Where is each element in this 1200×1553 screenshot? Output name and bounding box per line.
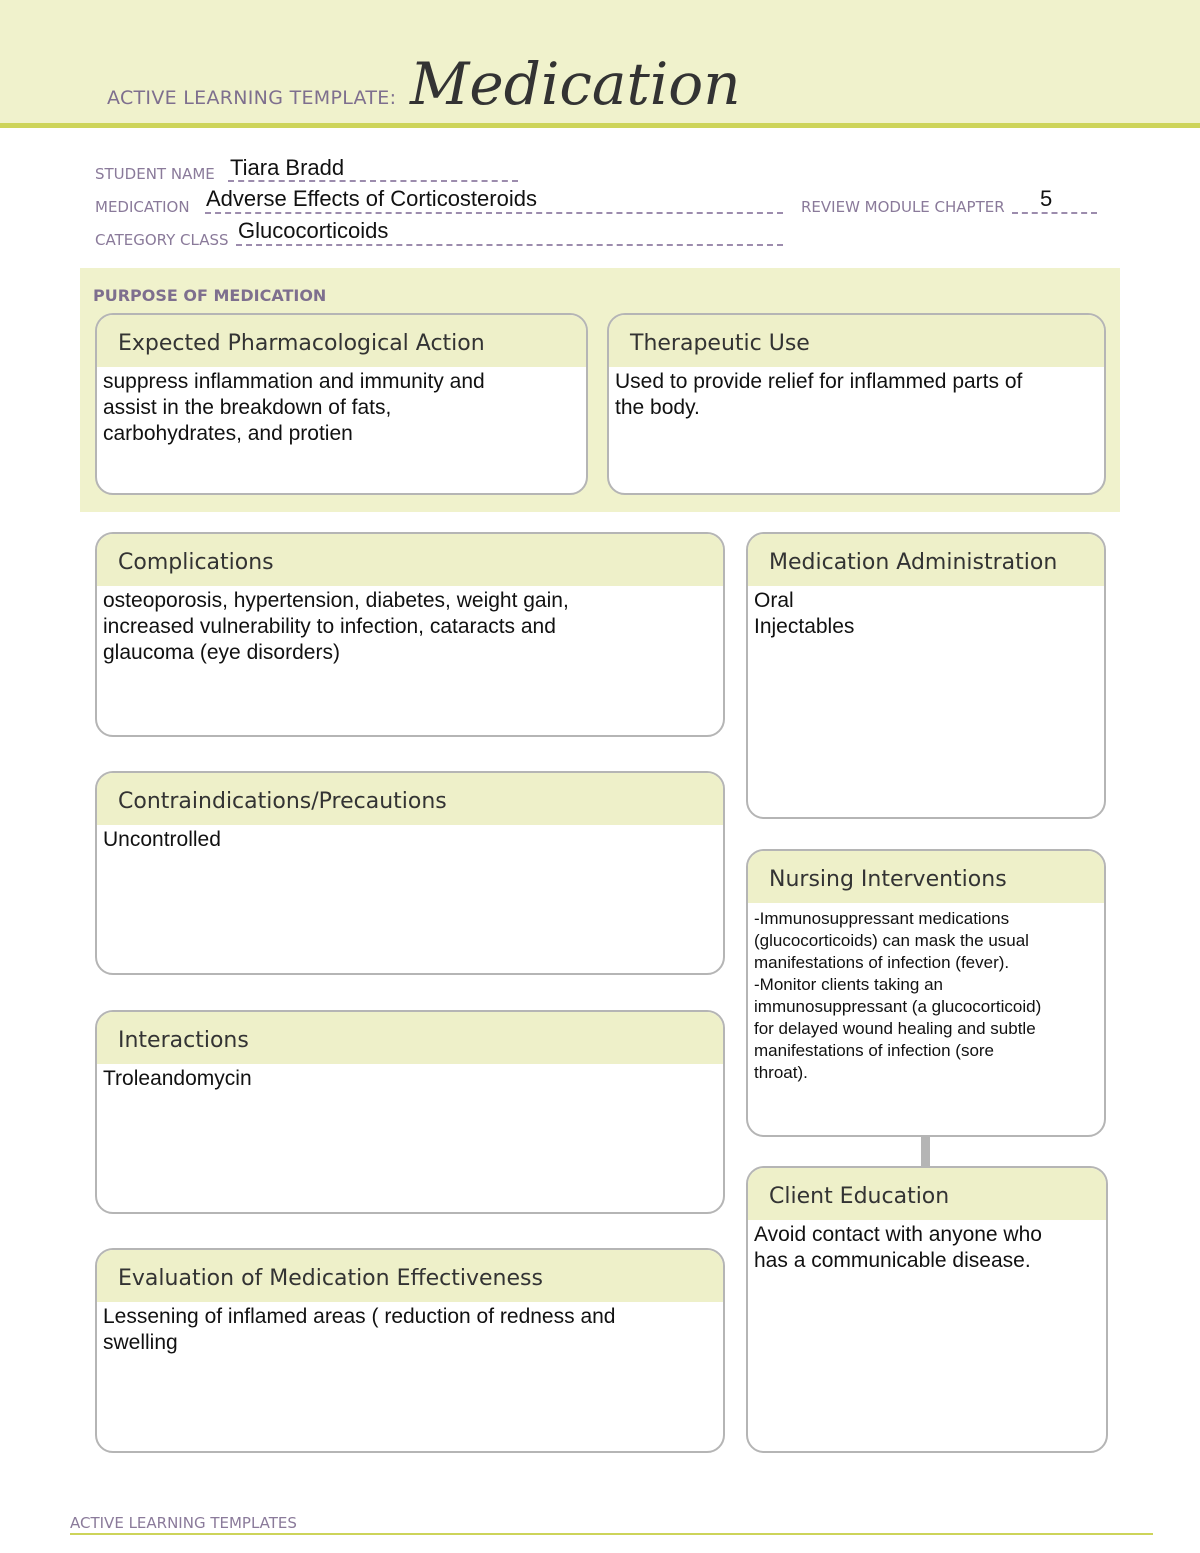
box-title: Client Education	[748, 1168, 1106, 1220]
box-title: Complications	[97, 534, 723, 586]
box-title: Expected Pharmacological Action	[97, 315, 586, 367]
box-title: Medication Administration	[748, 534, 1104, 586]
category-line	[236, 244, 783, 246]
page-header	[0, 0, 1200, 128]
medication-label: MEDICATION	[95, 198, 190, 216]
page-title: Medication	[410, 50, 741, 118]
purpose-label: PURPOSE OF MEDICATION	[93, 286, 327, 305]
medication-line	[205, 212, 783, 214]
box-title: Interactions	[97, 1012, 723, 1064]
connector	[921, 1136, 930, 1166]
box-body[interactable]: -Immunosuppressant medications (glucocorticoids) can mask the usual manifestations of infection (fever). -Monitor clients taking an immunosuppressant (a glucocorticoid) for delayed wound healing and subtle manifestations of infection (sore throat).	[754, 909, 1042, 1082]
template-label: ACTIVE LEARNING TEMPLATE:	[107, 87, 397, 109]
box-title: Therapeutic Use	[609, 315, 1104, 367]
box-body[interactable]: Uncontrolled	[103, 828, 221, 851]
box-title: Evaluation of Medication Effectiveness	[97, 1250, 723, 1302]
complications-box	[95, 532, 725, 737]
medication-value[interactable]: Adverse Effects of Corticosteroids	[206, 186, 537, 211]
therapeutic-use-box	[607, 313, 1106, 495]
administration-box	[746, 532, 1106, 819]
box-title: Nursing Interventions	[748, 851, 1104, 903]
footer-line	[70, 1533, 1153, 1535]
category-value[interactable]: Glucocorticoids	[238, 218, 389, 243]
student-name-line	[228, 180, 518, 182]
review-chapter-value[interactable]: 5	[1040, 186, 1053, 211]
category-label: CATEGORY CLASS	[95, 231, 229, 249]
client-education-box	[746, 1166, 1108, 1453]
nursing-interventions-box	[746, 849, 1106, 1137]
review-chapter-line	[1012, 212, 1097, 214]
footer-label: ACTIVE LEARNING TEMPLATES	[70, 1514, 297, 1532]
expected-action-box	[95, 313, 588, 495]
box-body[interactable]: Avoid contact with anyone who has a communicable disease.	[754, 1223, 1042, 1272]
box-body[interactable]: suppress inflammation and immunity and assist in the breakdown of fats, carbohydrates, and protien	[103, 370, 485, 445]
evaluation-box	[95, 1248, 725, 1453]
review-chapter-label: REVIEW MODULE CHAPTER	[801, 198, 1005, 216]
interactions-box	[95, 1010, 725, 1214]
box-body[interactable]: Lessening of inflamed areas ( reduction of redness and swelling	[103, 1305, 616, 1354]
student-name-value[interactable]: Tiara Bradd	[230, 155, 345, 180]
box-title: Contraindications/Precautions	[97, 773, 723, 825]
box-body[interactable]: Oral Injectables	[754, 589, 855, 638]
box-body[interactable]: Used to provide relief for inflammed parts of the body.	[615, 370, 1023, 419]
contraindications-box	[95, 771, 725, 975]
student-name-label: STUDENT NAME	[95, 165, 215, 183]
box-body[interactable]: osteoporosis, hypertension, diabetes, weight gain, increased vulnerability to infection, cataracts and glaucoma (eye disorders)	[103, 589, 569, 664]
box-body[interactable]: Troleandomycin	[103, 1067, 252, 1090]
